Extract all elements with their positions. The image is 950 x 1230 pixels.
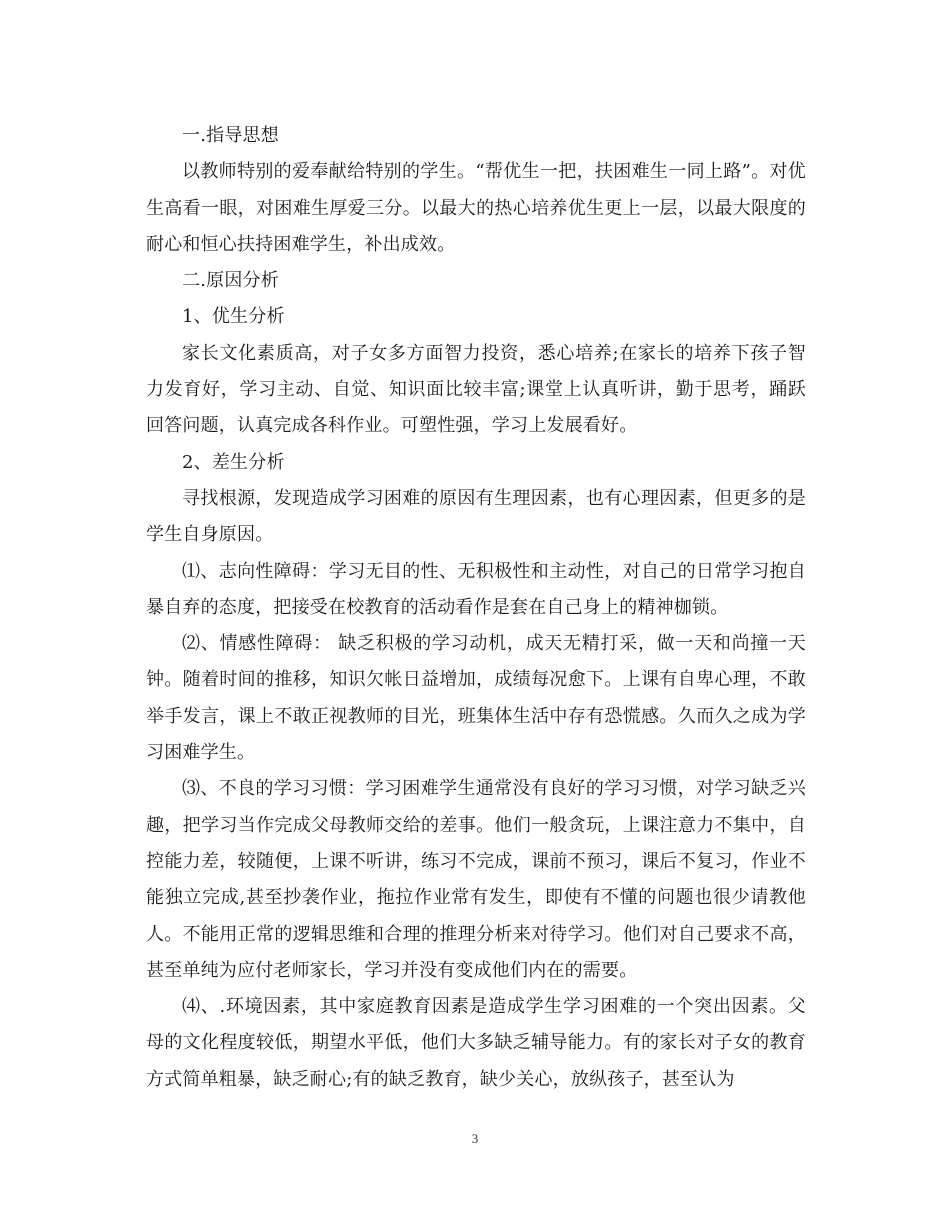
paragraph-guiding-idea: 以教师特别的爱奉献给特别的学生。“帮优生一把，扶困难生一同上路”。对优生高看一眼，对困难生厚爱三分。以最大的热心培养优生更上一层，以最大限度的耐心和恒心扶持困难学生，补出成效。 [146,161,806,255]
paragraph-environmental-factors: ⑷、.环境因素，其中家庭教育因素是造成学生学习困难的一个突出因素。父母的文化程度较低，期望水平低，他们大多缺乏辅导能力。有的家长对子女的教育方式简单粗暴，缺乏耐心;有的缺乏教育，缺少关心，放纵孩子，甚至认为 [146,996,806,1090]
paragraph-root-causes: 寻找根源，发现造成学习困难的原因有生理因素，也有心理因素，但更多的是学生自身原因。 [146,487,806,546]
document-body [146,118,806,1098]
paragraph-bad-study-habits: ⑶、不良的学习习惯：学习困难学生通常没有良好的学习习惯，对学习缺乏兴趣，把学习当作完成父母教师交给的差事。他们一般贪玩，上课注意力不集中，自控能力差，较随便，上课不听讲，练习不完成，课前不预习，课后不复习，作业不能独立完成,甚至抄袭作业，拖拉作业常有发生，即使有不懂的问题也很少请教他人。不能用正常的逻辑思维和合理的推理分析来对待学习。他们对自己要求不高，甚至单纯为应付老师家长，学习并没有变成他们内在的需要。 [146,778,806,981]
page-number: 3 [471,1131,479,1146]
paragraph-good-students: 家长文化素质高，对子女多方面智力投资，悉心培养;在家长的培养下孩子智力发育好，学习主动、自觉、知识面比较丰富;课堂上认真听讲，勤于思考，踊跃回答问题，认真完成各科作业。可塑性强，学习上发展看好。 [146,342,806,437]
section-heading-guiding-idea: 一.指导思想 [182,125,279,146]
subheading-poor-students: 2、差生分析 [182,451,285,473]
paragraph-aspiration-barrier: ⑴、志向性障碍：学习无目的性、无积极性和主动性，对自己的日常学习抱自暴自弃的态度，把接受在校教育的活动看作是套在自己身上的精神枷锁。 [146,560,806,618]
subheading-good-students: 1、优生分析 [182,306,285,328]
paragraph-emotional-barrier: ⑵、情感性障碍： 缺乏积极的学习动机，成天无精打采，做一天和尚撞一天钟。随着时间的推移，知识欠帐日益增加，成绩每况愈下。上课有自卑心理，不敢举手发言，课上不敢正视教师的目光，班集体生活中存有恐慌感。久而久之成为学习困难学生。 [146,633,806,764]
section-heading-cause-analysis: 二.原因分析 [182,270,279,292]
